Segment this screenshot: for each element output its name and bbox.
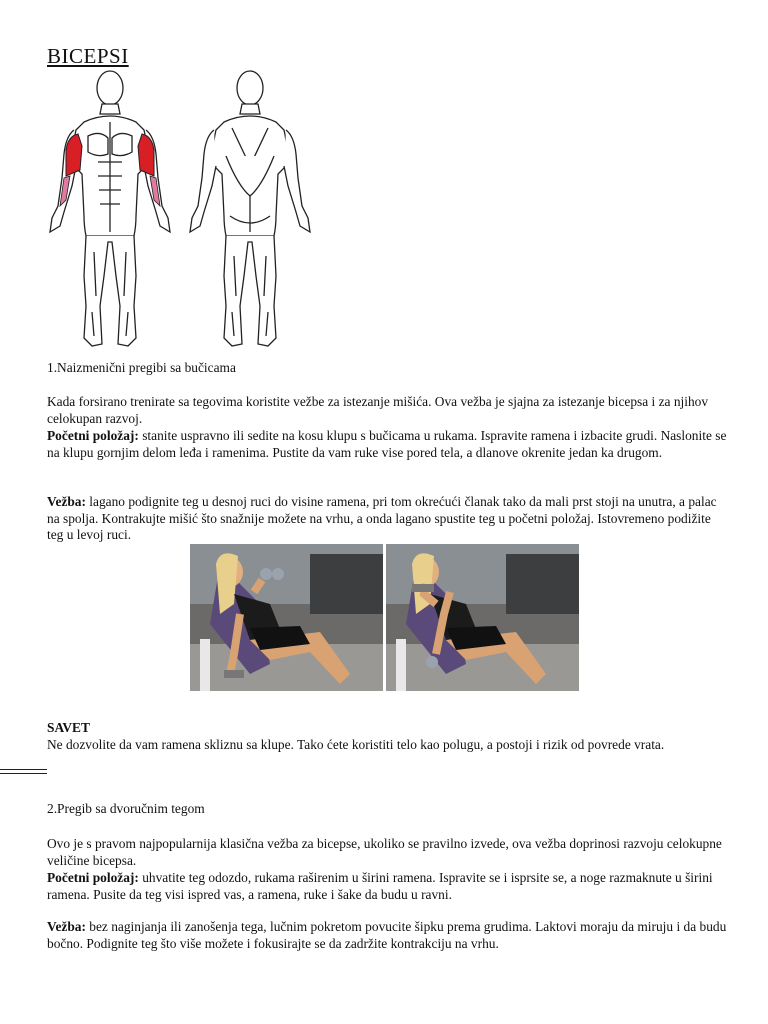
section-2-exercise	[47, 919, 727, 952]
exercise-photos	[190, 544, 579, 691]
section-2-heading: 2.Pregib sa dvoručnim tegom	[47, 801, 205, 816]
start-position-text: stanite uspravno ili sedite na kosu klupu s bučicama u rukama. Ispravite ramena i izbacite grudi. Naslonite se na klupu gornjim delom leđa i ramenima. Pustite da vam ruke vise pored tela, a dlanove okrenite jedan ka drugom.	[47, 428, 727, 460]
exercise-photo-curl	[386, 544, 579, 691]
double-rule-divider	[0, 769, 47, 774]
section-2-start-position	[47, 870, 727, 903]
section-1-intro: Kada forsirano trenirate sa tegovima koristite vežbe za istezanje mišića. Ova vežba je sjajna za istezanje bicepsa i za njihov celokupan razvoj.	[47, 394, 709, 426]
exercise-text: lagano podignite teg u desnoj ruci do visine ramena, pri tom okrećući članak tako da mali prst stoji na unutra, a palac na spolja. Kontrakujte mišić što snažnije možete na vrhu, a onda lagano spustite teg u početni položaj. Istovremeno podižite teg u levoj ruci.	[47, 494, 717, 543]
exercise-photo-start	[190, 544, 383, 691]
start-position-text: uhvatite teg odozdo, rukama raširenim u širini ramena. Ispravite se i isprsite se, a noge razmaknute u širini ramena. Pusite da teg visi ispred vas, a ramena, ruke i šake da budu u ravni.	[47, 870, 713, 902]
page-title: BICEPSI	[47, 44, 129, 68]
exercise-text: bez naginjanja ili zanošenja tega, lučnim pokretom povucite šipku prema grudima. Laktovi moraju da miruju i da budu bočno. Podignite teg što više možete i fokusirajte se da zadržite kontrakciju na vrhu.	[47, 919, 727, 951]
start-position-label: Početni položaj:	[47, 870, 139, 885]
tip-heading: SAVET	[47, 720, 90, 735]
front-body-figure	[50, 71, 170, 346]
exercise-label: Vežba:	[47, 919, 86, 934]
tip-text: Ne dozvolite da vam ramena skliznu sa klupe. Tako ćete koristiti telo kao polugu, a postoji i rizik od povrede vrata.	[47, 737, 665, 752]
muscle-anatomy-illustration	[44, 66, 316, 352]
back-body-figure	[190, 71, 310, 346]
section-1-heading: 1.Naizmenični pregibi sa bučicama	[47, 360, 236, 375]
section-2-intro: Ovo je s pravom najpopularnija klasična vežba za bicepse, ukoliko se pravilno izvede, ova vežba doprinosi razvoju celokupne veličine bicepsa.	[47, 836, 722, 868]
exercise-label: Vežba:	[47, 494, 86, 509]
section-1-exercise	[47, 494, 727, 544]
start-position-label: Početni položaj:	[47, 428, 139, 443]
section-1-start-position	[47, 428, 727, 461]
